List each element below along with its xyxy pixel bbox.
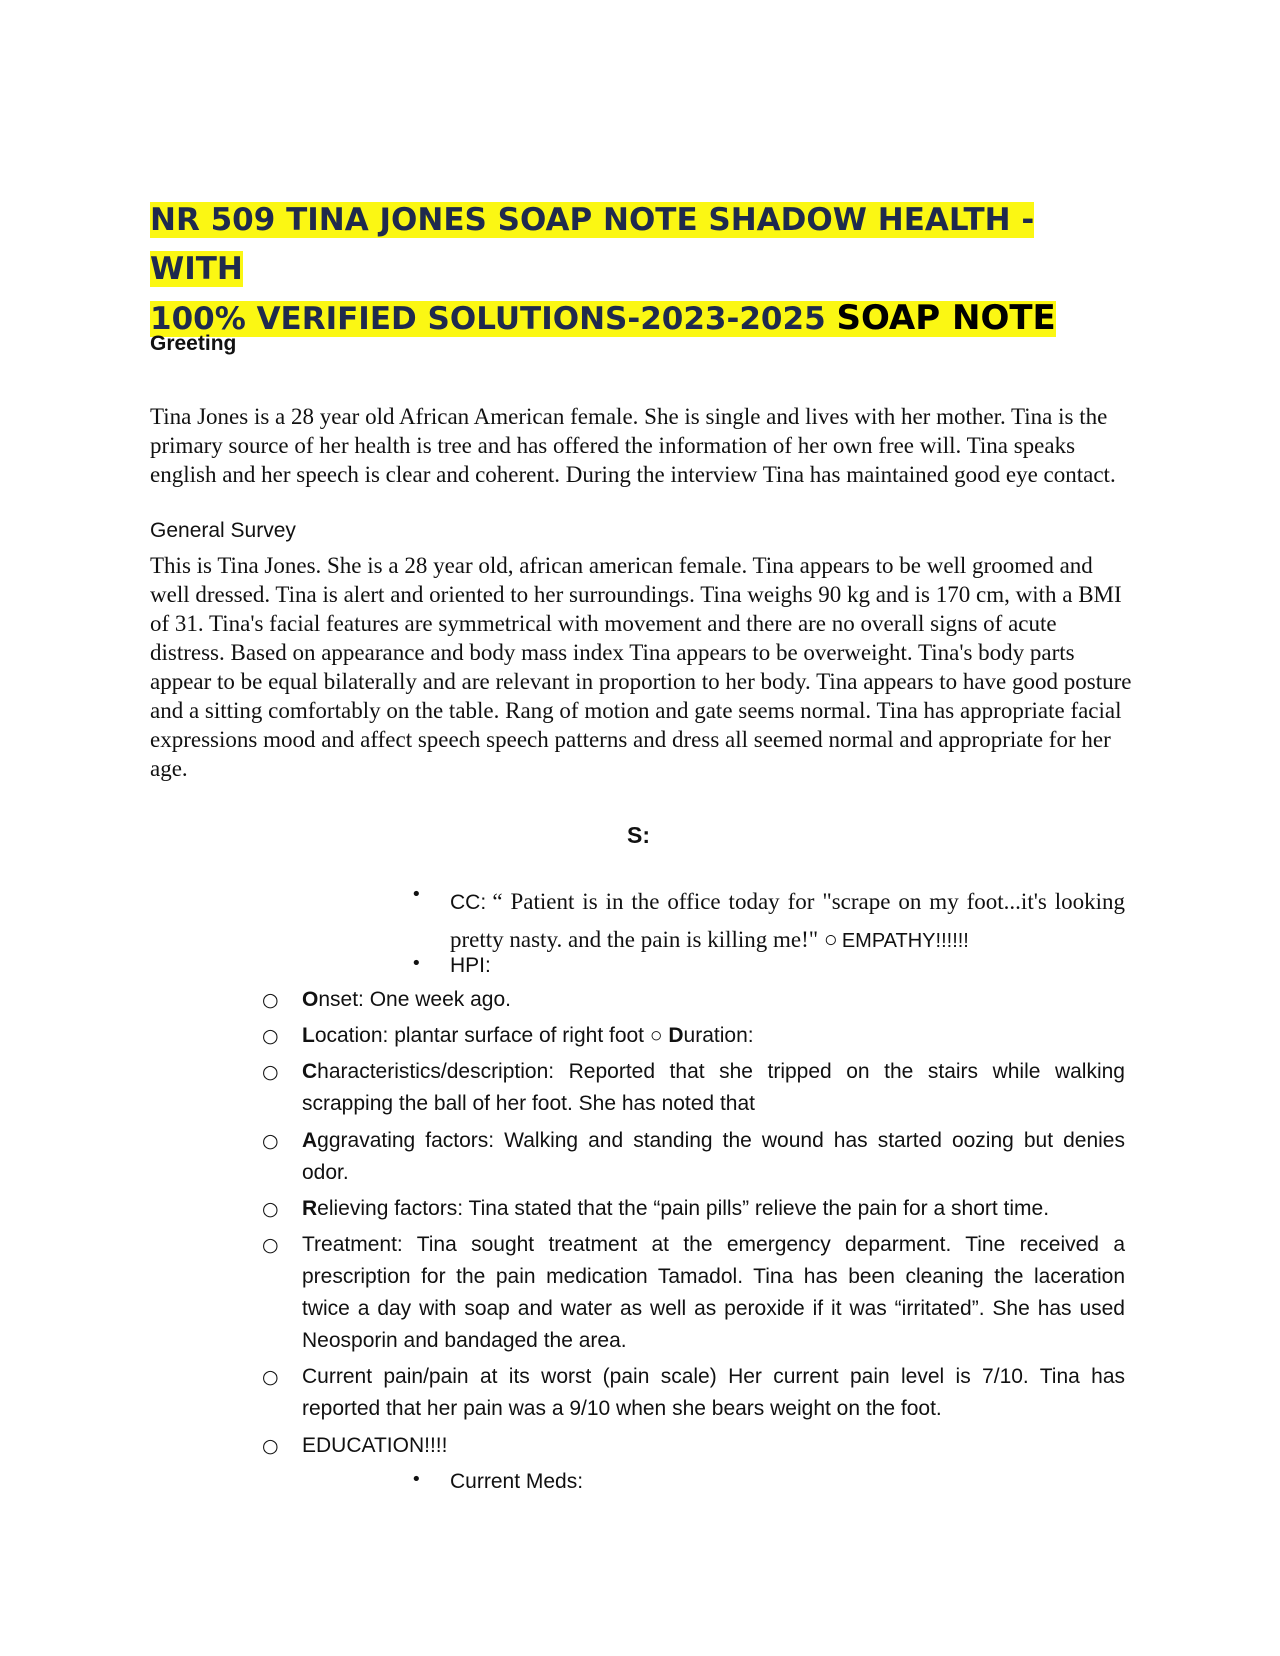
greeting-heading: Greeting [150,332,237,355]
hpi-aggravating [302,1125,1125,1189]
hpi-treatment: Treatment: Tina sought treatment at the emergency deparment. Tine received a prescription for the pain medication Tamadol. Tina has been cleaning the laceration twice a day with soap and water as well as peroxide if it was “irritated”. She has used Neosporin and bandaged the area. [302,1233,1125,1352]
circle-bullet-icon: ○ [262,1198,279,1220]
circle-bullet-icon: ○ [262,1130,279,1152]
title-line-1: NR 509 TINA JONES SOAP NOTE SHADOW HEALTH -WITH [150,202,1035,287]
circle-bullet-icon: ○ [262,989,279,1011]
duration-initial: D [668,1024,684,1047]
duration-text: uration: [683,1024,754,1047]
title-suffix: SOAP NOTE [836,298,1056,338]
hpi-education: EDUCATION!!!! [302,1434,448,1457]
hpi-onset [302,984,1125,1016]
location-initial: L [302,1024,315,1047]
cc-quote: “ Patient is in the office today for "scrape on my foot...it's looking pretty nasty. and the pain is killing me!" ○ [450,889,1126,952]
general-survey-paragraph: This is Tina Jones. She is a 28 year old, african american female. Tina appears to be well groomed and well dressed. Tina is alert and oriented to her surroundings. Tina weighs 90 kg and is 170 cm, with a BMI of 31. Tina's facial features are symmetrical with movement and there are no overall signs of acute distress. Based on appearance and body mass index Tina appears to be overweight. Tina's body parts appear to be equal bilaterally and are relevant in proportion to her body. Tina appears to have good posture and a sitting comfortably on the table. Rang of motion and gate seems normal. Tina has appropriate facial expressions mood and affect speech speech patterns and dress all seemed normal and appropriate for her age. [150,553,1132,781]
document-title [150,196,1110,344]
aggr-initial: A [302,1129,318,1152]
circle-bullet-icon: ○ [262,1025,279,1047]
aggr-text: ggravating factors: Walking and standing the wound has started oozing but denies odor. [302,1129,1125,1184]
bullet-dot-icon: • [411,953,422,974]
char-text: haracteristics/description: Reported that she tripped on the stairs while walking scrapping the ball of her foot. She has noted that [302,1060,1125,1115]
onset-text: nset: One week ago. [318,988,511,1011]
circle-bullet-icon: ○ [262,1435,279,1457]
hpi-location [302,1020,1125,1052]
hpi-label: HPI: [450,954,491,977]
bullet-dot-icon: • [411,884,422,905]
current-meds-label: Current Meds: [450,1470,584,1493]
circle-bullet-icon: ○ [262,1366,279,1388]
rel-initial: R [302,1197,318,1220]
cc-empathy: EMPATHY!!!!!! [841,930,969,952]
location-text: ocation: plantar surface of right foot ○ [314,1024,669,1047]
title-line-2 [150,298,1056,338]
onset-initial: O [302,988,319,1011]
hpi-relieving [302,1193,1125,1225]
circle-bullet-icon: ○ [262,1061,279,1083]
char-initial: C [302,1060,318,1083]
rel-text: elieving factors: Tina stated that the “pain pills” relieve the pain for a short time. [317,1197,1050,1220]
bullet-dot-icon: • [411,1469,422,1490]
hpi-characteristics [302,1056,1125,1120]
subjective-label: S: [627,822,650,848]
title-line-2-text: 100% VERIFIED SOLUTIONS-2023-2025 [150,301,826,337]
cc-label: CC: [450,891,487,914]
circle-bullet-icon: ○ [262,1234,279,1256]
chief-complaint [450,884,1125,960]
general-survey-heading: General Survey [150,519,296,542]
hpi-pain: Current pain/pain at its worst (pain scale) Her current pain level is 7/10. Tina has reported that her pain was a 9/10 when she bears weight on the foot. [302,1365,1125,1420]
greeting-paragraph: Tina Jones is a 28 year old African American female. She is single and lives with her mother. Tina is the primary source of her health is tree and has offered the information of her own free will. Tina speaks english and her speech is clear and coherent. During the interview Tina has maintained good eye contact. [150,404,1116,487]
